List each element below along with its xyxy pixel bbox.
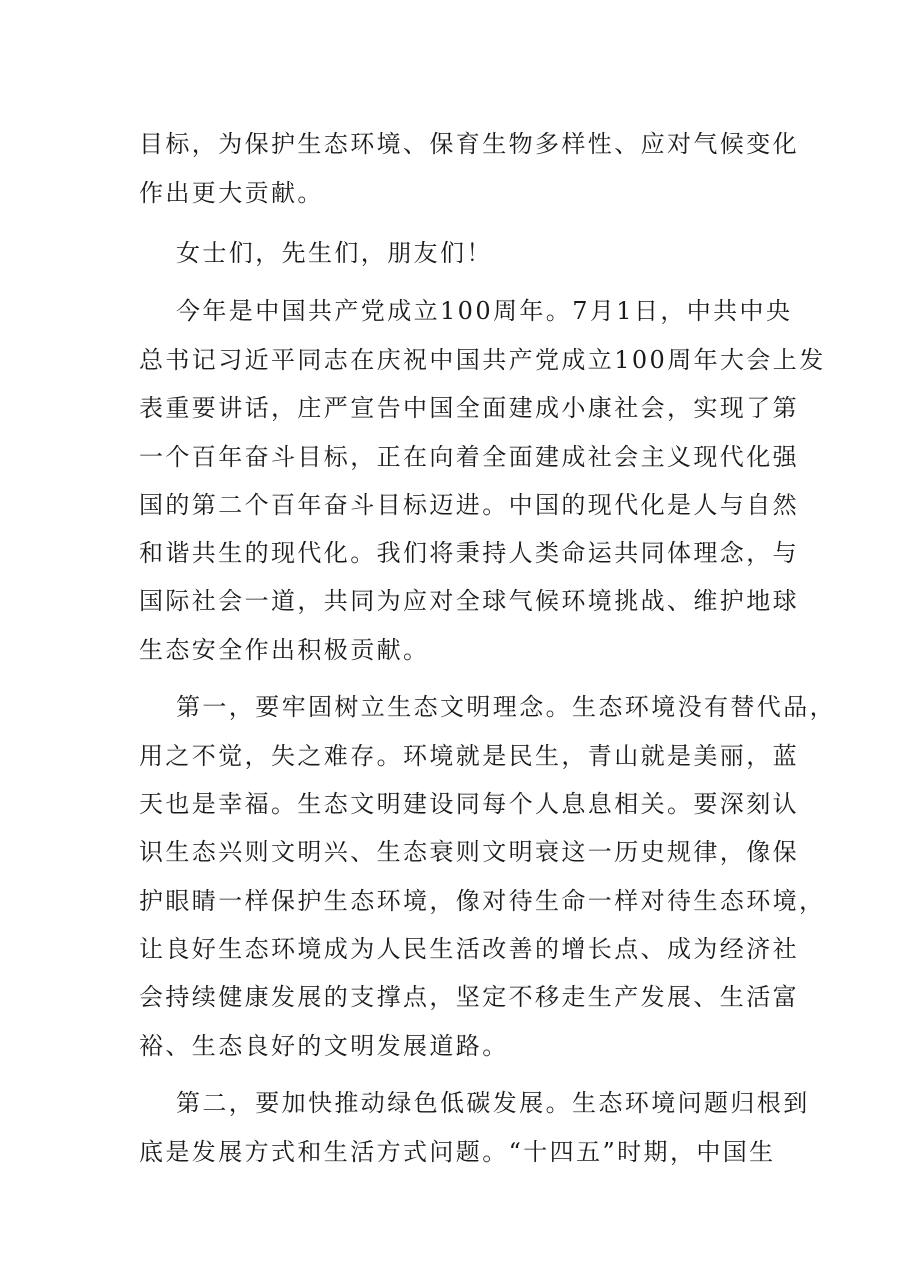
- text-line: 今年是中国共产党成立100周年。7月1日，中共中央: [176, 297, 793, 325]
- text-line: 女士们，先生们，朋友们！: [176, 239, 493, 267]
- text-line: 让良好生态环境成为人民生活改善的增长点、成为经济社: [139, 935, 799, 963]
- text-line: 表重要讲话，庄严宣告中国全面建成小康社会，实现了第: [139, 394, 799, 422]
- text-line: 第二，要加快推动绿色低碳发展。生态环境问题归根到: [176, 1089, 810, 1117]
- text-line: 国的第二个百年奋斗目标迈进。中国的现代化是人与自然: [139, 491, 799, 519]
- text-line: 目标，为保护生态环境、保育生物多样性、应对气候变化: [139, 130, 799, 158]
- text-line: 底是发展方式和生活方式问题。“十四五”时期，中国生: [139, 1138, 776, 1166]
- text-line: 会持续健康发展的支撑点，坚定不移走生产发展、生活富: [139, 983, 799, 1011]
- text-line: 一个百年奋斗目标，正在向着全面建成社会主义现代化强: [139, 443, 799, 471]
- text-line: 总书记习近平同志在庆祝中国共产党成立100周年大会上发: [139, 346, 826, 374]
- text-line: 护眼睛一样保护生态环境，像对待生命一样对待生态环境，: [139, 887, 826, 915]
- text-line: 作出更大贡献。: [139, 179, 324, 207]
- text-line: 国际社会一道，共同为应对全球气候环境挑战、维护地球: [139, 587, 799, 615]
- text-line: 天也是幸福。生态文明建设同每个人息息相关。要深刻认: [139, 790, 799, 818]
- text-line: 识生态兴则文明兴、生态衰则文明衰这一历史规律，像保: [139, 838, 799, 866]
- text-line: 第一，要牢固树立生态文明理念。生态环境没有替代品，: [176, 693, 836, 721]
- text-line: 用之不觉，失之难存。环境就是民生，青山就是美丽，蓝: [139, 742, 799, 770]
- text-line: 裕、生态良好的文明发展道路。: [139, 1032, 509, 1060]
- text-line: 和谐共生的现代化。我们将秉持人类命运共同体理念，与: [139, 539, 799, 567]
- text-line: 生态安全作出积极贡献。: [139, 636, 430, 664]
